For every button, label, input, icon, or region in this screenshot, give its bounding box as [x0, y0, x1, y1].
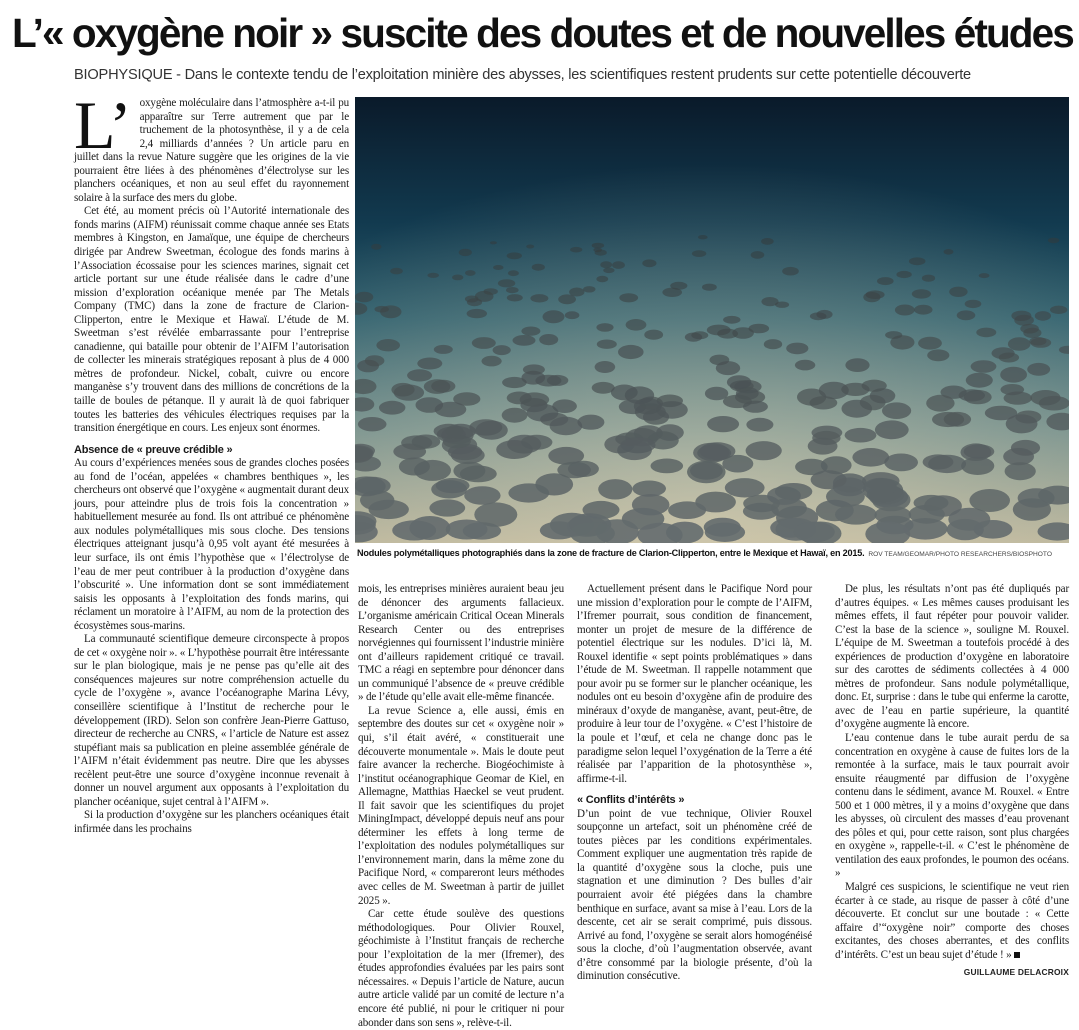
nodule [592, 243, 604, 249]
nodule [1035, 311, 1051, 321]
headline: L’« oxygène noir » suscite des doutes et de nouvelles études [12, 10, 1073, 56]
nodule [446, 520, 488, 540]
end-mark-icon [1014, 952, 1020, 958]
paragraph [835, 881, 1069, 962]
nodule [692, 250, 706, 257]
rubric-label: BIOPHYSIQUE [74, 67, 173, 83]
author-signature: GUILLAUME DELACROIX [963, 967, 1069, 978]
nodule [668, 501, 706, 519]
paragraph: La communauté scientifique demeure circonspecte à propos de cet « oxygène noir ». « L’hypothèse pourrait être intéressante sur le plan biologique, mais je ne pense pas qu’elle ait des conséquences majeures sur notre compréhension actuelle du cycle de l’oxygène », avance l’océanographe Marina Lévy, conseillère scientifique à l’Institut de recherche pour le développement (IRD). Selon son confrère Jean-Pierre Gattuso, directeur de recherche au CNRS, « l’article de Nature est assez stupéfiant mais sa publication en pleine assemblée générale de l’AIFM n’était évidemment pas neutre. Dire que les abysses recèlent peut-être une source d’oxygène inconnue revenait à donner un nouvel argument aux opposants à l’exploitation du plancher océanique, sujet central à l’AIFM ». [74, 633, 349, 808]
nodule [472, 337, 496, 349]
nodule [914, 495, 949, 511]
nodule [592, 382, 615, 394]
nodule [626, 319, 647, 331]
nodule [705, 523, 745, 542]
nodule [482, 356, 502, 367]
nodule [417, 358, 442, 370]
column-1-top [74, 87, 349, 836]
nodule [459, 249, 472, 256]
nodule [835, 504, 877, 524]
subheading: « Conflits d’intérêts » [577, 794, 685, 807]
nodule [964, 444, 995, 458]
nodule [490, 241, 497, 244]
paragraph: Si la production d’oxygène sur les planchers océaniques était infirmée dans les prochains [74, 809, 349, 835]
nodule [557, 462, 591, 479]
nodule [896, 271, 911, 278]
nodule [550, 417, 583, 435]
nodule [621, 437, 656, 453]
nodule [874, 506, 911, 524]
nodule [845, 428, 877, 443]
nodule [558, 294, 576, 304]
photo-credit: ROV TEAM/GEOMAR/PHOTO RESEARCHERS/BIOSPHOTO [868, 551, 1052, 558]
nodule [376, 339, 400, 351]
nodule [666, 522, 704, 543]
nodule [535, 375, 561, 387]
nodule [416, 397, 444, 413]
nodule [875, 420, 909, 439]
nodule [391, 383, 414, 397]
nodule [513, 335, 536, 346]
nodule [918, 337, 942, 350]
nodule [687, 461, 726, 484]
column-4 [835, 583, 1069, 980]
nodule [642, 259, 656, 267]
nodule [565, 311, 580, 319]
nodule [864, 478, 897, 496]
nodule [508, 270, 519, 276]
paragraph: La revue Science a, elle aussi, émis en septembre des doutes sur cet « oxygène noir » qui, s’il était avéré, « constituerait une découverte monumentale ». Mais le doute peut faire avancer la recherche. Biogéochimiste à l’institut océanographique Geomar de Kiel, en Allemagne, Matthias Haeckel se veut prudent. Il fait savoir que les scientifiques du projet MiningImpact, développé depuis neuf ans pour déterminer les effets à long terme de l’exploitation des nodules polymétalliques sur l’environnement marin, dans la même zone du Pacifique Nord, « compareront leurs méthodes avec celles de M. Sweetman à partir de juillet 2025 ». [358, 704, 564, 907]
nodule [1011, 440, 1040, 456]
nodule [390, 268, 403, 275]
nodule [797, 389, 826, 406]
nodule [727, 375, 751, 389]
nodule [552, 399, 577, 413]
nodule [795, 360, 815, 371]
nodule [716, 361, 740, 375]
nodule [595, 361, 616, 373]
seafloor-nodules-image [355, 97, 1069, 543]
nodule [999, 353, 1019, 363]
nodule [1008, 337, 1031, 350]
nodule [1006, 414, 1038, 433]
nodule [570, 247, 582, 253]
nodule [771, 498, 807, 518]
nodule [543, 310, 565, 323]
nodule [596, 276, 608, 282]
nodule [957, 310, 976, 320]
nodule [508, 483, 549, 502]
nodule [597, 340, 617, 349]
nodule [670, 282, 687, 290]
nodule [530, 294, 548, 302]
nodule [944, 412, 971, 427]
nodule [452, 275, 463, 281]
nodule [521, 327, 540, 336]
nodule [725, 478, 765, 497]
nodule [496, 440, 533, 459]
nodule [493, 265, 503, 270]
nodule [612, 261, 625, 269]
nodule [412, 435, 441, 449]
subheading: Absence de « preuve crédible » [74, 443, 233, 456]
nodule [926, 395, 954, 412]
nodule [691, 331, 708, 339]
nodule [1000, 367, 1027, 383]
nodule [1005, 462, 1036, 480]
nodule [723, 316, 740, 324]
kicker-text: - Dans le contexte tendu de l’exploitation minière des abysses, les scientifiques restent prudents sur cette potentielle découverte [172, 67, 971, 83]
nodule [644, 330, 663, 340]
nodule [912, 289, 931, 298]
nodule [949, 287, 967, 297]
paragraph-text: Malgré ces suspicions, le scientifique ne veut rien écarter à ce stade, au risque de passer à côté d’une découverte. Et conclut sur une boutade : « Cette affaire d’“oxygène noir” comporte des choses excitantes, des choses aberrantes, et des conflits d’intérêts. C’est un beau sujet d’étude ! » [835, 881, 1069, 961]
nodule [539, 334, 558, 345]
nodule [947, 519, 984, 540]
nodule [971, 360, 997, 373]
nodule [596, 323, 613, 332]
nodule [965, 300, 982, 308]
nodule [493, 345, 511, 355]
nodule [761, 238, 774, 245]
nodule [959, 389, 985, 401]
nodule [732, 327, 754, 339]
nodule [429, 499, 465, 516]
nodule [746, 441, 782, 460]
nodule [355, 292, 373, 303]
nodule [464, 486, 500, 505]
nodule [794, 522, 835, 543]
paragraph: Cet été, au moment précis où l’Autorité internationale des fonds marins (AIFM) réunissait comme chaque année ses Etats membres à Kingston, en Jamaïque, une équipe de chercheurs dirigée par Andrew Sweetman, écologue des fonds marins à l’Association écossaise pour les sciences marines, signait cet article portant sur une étude réalisée dans le cadre d’une mission d’exploration océanique menée par The Metals Company (TMC) dans la zone de fracture de Clarion-Clipperton, entre le Mexique et Hawaï. L’étude de M. Sweetman s’est révélée embarrassante pour l’entreprise canadienne, qui bataille pour obtenir de l’AIFM l’autorisation de collecter les minerais stratégiques reposant à plus de 4 000 mètres de profondeur. Nickel, cobalt, cuivre ou encore manganèse s’y trouvent dans des millions de concrétions de la taille de boules de pétanque. Il y aurait là de quoi fabriquer toutes les batteries des véhicules électriques requises par la transition énergétique en cours. Les enjeux sont énormes. [74, 205, 349, 435]
column-3 [577, 583, 812, 984]
nodule [532, 264, 545, 271]
nodule [600, 261, 612, 268]
nodule [782, 267, 799, 276]
nodule [379, 401, 405, 415]
nodule [465, 296, 479, 303]
paragraph: Au cours d’expériences menées sous de grandes cloches posées au fond de l’océan, appelées « chambres benthiques », les chercheurs ont observé que l’oxygène « augmentait durant deux jours, pour atteindre plus de trois fois la concentration » habituellement mesurée au fond. Ils ont attribué ce phénomène aux nodules polymétalliques mis sous cloche. Des tensions électriques atteignant jusqu’à 0,95 volt ayant été mesurées à leur surface, ils ont émis l’hypothèse que « l’électrolyse de l’eau de mer peut contribuer à la production d’oxygène dans l’obscurité ». Une information dont se sont immédiatement saisis les opposants à l’exploitation des fonds marins, qui réclament un moratoire à l’AIFM, au nom de la protection des écosystèmes sous-marins. [74, 457, 349, 632]
nodule [506, 287, 519, 293]
nodule [1004, 392, 1032, 405]
nodule [358, 417, 387, 431]
nodule [1048, 238, 1059, 244]
nodule [375, 306, 389, 313]
nodule [882, 402, 911, 419]
paragraph: mois, les entreprises minières auraient beau jeu de dénoncer des arguments fallacieux. L’organisme américain Critical Ocean Minerals Research Center ou des entreprises norvégiennes qui fournissent l’industrie minière ont d’ailleurs rapidement critiqué ce travail. TMC a réagi en septembre pour dénoncer dans un communiqué l’absence de « preuve crédible » de l’étude qu’elle avait elle-même financée. [358, 583, 564, 704]
nodule [885, 331, 902, 339]
nodule [860, 395, 886, 410]
nodule [707, 416, 739, 432]
nodule [427, 273, 439, 278]
paragraph: oxygène moléculaire dans l’atmosphère a-t-il pu apparaître sur Terre autrement que par le truchement de la photosynthèse, il y a de cela 2,4 milliards d’années ? Un article paru en juillet dans la revue Nature suggère que les origines de la vie pourraient être liées à des phénomènes d’électrolyse sur les planchers océaniques, et non au seul effet du rayonnement solaire à la surface des mers du globe. [74, 97, 349, 204]
nodule [698, 235, 708, 239]
nodule [619, 400, 646, 415]
nodule [884, 454, 918, 472]
nodule [502, 408, 528, 423]
nodule [476, 421, 508, 440]
nodule [775, 302, 789, 308]
nodule [399, 458, 430, 476]
nodule [1027, 363, 1050, 376]
nodule [465, 270, 476, 276]
nodule [507, 392, 532, 405]
nodule [619, 293, 638, 302]
seafloor-nodules-photo [355, 97, 1069, 543]
photo-caption [357, 547, 1069, 561]
nodule [751, 251, 765, 259]
nodule [507, 294, 523, 301]
nodule [598, 479, 632, 499]
nodule [1050, 306, 1067, 314]
nodule [812, 431, 840, 445]
nodule [786, 343, 808, 355]
nodule [923, 454, 954, 469]
nodule [1030, 338, 1051, 348]
nodule [922, 275, 935, 282]
nodule [764, 339, 782, 349]
nodule [371, 244, 381, 250]
nodule [431, 480, 467, 498]
nodule [969, 489, 1010, 512]
paragraph: L’eau contenue dans le tube aurait perdu de sa concentration en oxygène à cause de fuites lors de la remontée à la surface, mais le taux pourrait avoir ensuite réaugmenté par diffusion de l’oxygène contenu dans le sédiment, avance M. Rouxel. « Entre 500 et 1 000 mètres, il y a moins d’oxygène que dans les abysses, où circulent des masses d’eau provenant des pôles et qui, pour cette raison, sont plus chargées en oxygène », rappelle-t-il. « C’est le phénomène de ventilation des eaux profondes, le poumon des océans. » [835, 732, 1069, 880]
nodule [877, 277, 894, 285]
nodule [651, 459, 684, 474]
nodule [826, 486, 865, 507]
nodule [526, 245, 534, 249]
nodule [460, 466, 497, 483]
kicker [74, 65, 1074, 85]
nodule [976, 328, 996, 338]
nodule [1011, 311, 1031, 321]
nodule [863, 292, 880, 302]
nodule [927, 349, 949, 361]
nodule [603, 268, 614, 274]
nodule [702, 284, 717, 291]
nodule [944, 249, 954, 255]
paragraph: D’un point de vue technique, Olivier Rouxel soupçonne un artefact, soit un phénomène créé de toutes pièces par les conditions expérimentales. Comment expliquer une augmentation très rapide de la quantité d’oxygène sous la cloche, puis une stagnation et une diminution ? Des bulles d’air pourraient avoir été piégées dans la chambre benthique en surface, avant sa mise à l’eau. Lors de la descente, cet air se serait comprimé, puis dissous. Arrivé au fond, l’oxygène se serait alors homogénéisé sous la cloche, d’où l’augmentation observée, avant d’être consommé par la biologie présente, d’où la diminution consécutive. [577, 807, 812, 983]
paragraph: Actuellement présent dans le Pacifique Nord pour une mission d’exploration pour le compte de l’AIFM, l’Ifremer pourrait, sous condition de financement, monter un projet de mesure de la différence de potentiel électrique sur les nodules. D’ici là, M. Rouxel identifie « sept points problématiques » dans l’étude de M. Sweetman. Il rappelle notamment que pour avoir pu se former sur le plancher océanique, les nodules ont eu besoin d’oxygène afin de produire des minéraux d’oxyde de manganèse, avant, peut-être, de produire à leur tour de l’oxygène. « C’est l’histoire de la poule et l’œuf, et cela ne change donc pas le paradigme selon lequel l’oxygénation de la Terre a été réalisée par l’apparition de la photosynthèse », affirme-t-il. [577, 583, 812, 785]
nodule [593, 248, 602, 253]
nodule [746, 418, 773, 432]
nodule [618, 345, 644, 359]
nodule [914, 305, 932, 315]
nodule [523, 364, 545, 374]
column-2 [358, 583, 564, 1030]
nodule [357, 360, 379, 373]
nodule [852, 448, 889, 467]
nodule [862, 380, 887, 392]
nodule [434, 424, 464, 439]
nodule [697, 445, 731, 462]
nodule [1018, 488, 1055, 507]
paragraph: Car cette étude soulève des questions méthodologiques. Pour Olivier Rouxel, géochimiste à l’Institut français de recherche pour l’exploitation de la mer (Ifremer), des études approfondies évaluées par les pairs sont nécessaires. « Depuis l’article de Nature, aucun autre article validé par un comité de lecture n’a encore été publié, ni pour le critiquer ni pour abonder dans son sens », relève-t-il. [358, 908, 564, 1029]
nodule [498, 279, 515, 287]
nodule [723, 395, 752, 408]
nodule [909, 257, 926, 265]
nodule [961, 457, 994, 475]
nodule [979, 273, 990, 278]
nodule [407, 369, 432, 381]
nodule [1039, 396, 1069, 411]
nodule [810, 312, 827, 320]
nodule [431, 380, 455, 393]
nodule [434, 345, 453, 354]
nodule [966, 373, 993, 388]
drop-cap: L’ [74, 87, 132, 163]
caption-text: Nodules polymétalliques photographiés dans la zone de fracture de Clarion-Clipperton, entre le Mexique et Hawaï, en 2015. [357, 548, 865, 558]
nodule [845, 358, 869, 372]
nodule [507, 252, 522, 259]
nodule [707, 325, 731, 336]
nodule [895, 305, 915, 316]
nodule [409, 516, 450, 540]
nodule [467, 309, 487, 318]
paragraph: De plus, les résultats n’ont pas été dupliqués par d’autres équipes. « Les mêmes causes produisant les mêmes effets, il faut répéter pour pouvoir valider. C’est la base de la science », souligne M. Rouxel. L’équipe de M. Sweetman a toutefois procédé à des expériences de production d’oxygène en laboratoire sur des carottes de sédiments collectées à 4 000 mètres de profondeur. Sans nodule polymétallique, donc. Et, surprise : dans le tube qui enferme la carotte, avec de l’eau en partie supérieure, la quantité d’oxygène augmente là encore. [835, 583, 1069, 731]
nodule [583, 286, 595, 292]
